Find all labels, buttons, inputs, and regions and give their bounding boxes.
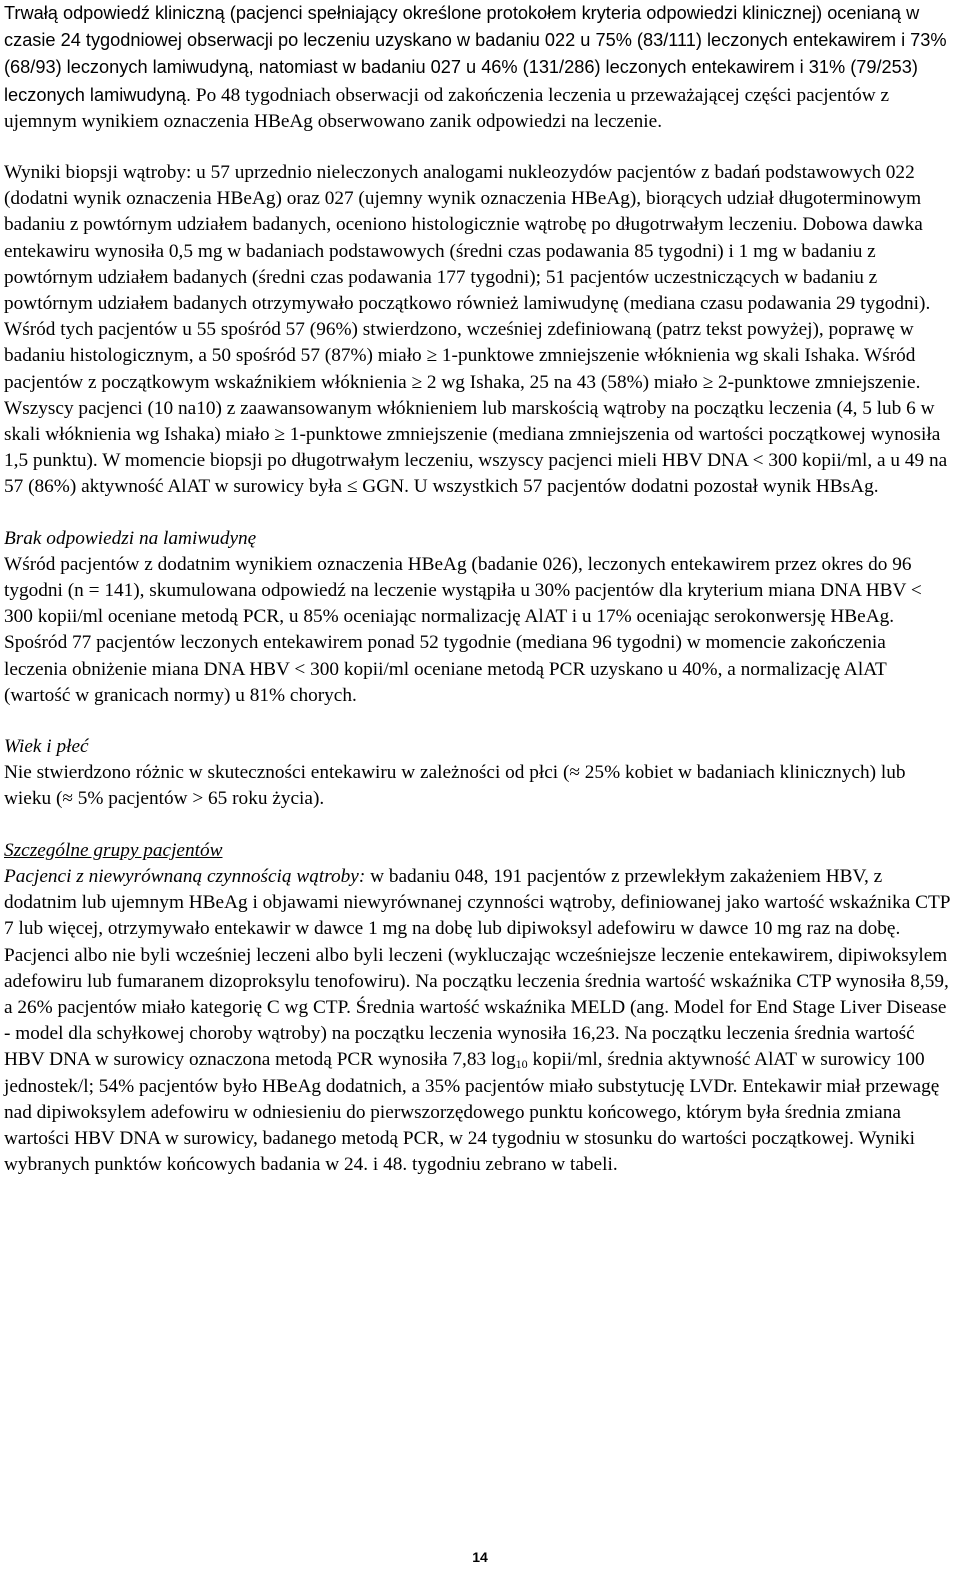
paragraph-clinical-response-serif-text: Po 48 tygodniach obserwacji od zakończenia leczenia u przeważającej części pacjentów z ujemnym wynikiem oznaczenia HBeAg obserwowano zanik odpowiedzi na leczenie. bbox=[4, 84, 890, 132]
spacer bbox=[4, 501, 952, 526]
spacer bbox=[4, 813, 952, 838]
spacer bbox=[4, 709, 952, 734]
paragraph-age-sex: Nie stwierdzono różnic w skuteczności entekawiru w zależności od płci (≈ 25% kobiet w badaniach klinicznych) lub wieku (≈ 5% pacjentów > 65 roku życia). bbox=[4, 762, 906, 810]
spacer bbox=[4, 135, 952, 160]
log-subscript: 10 bbox=[515, 1057, 528, 1072]
decompensated-liver-text-part2: kopii/ml, średnia aktywność AlAT w surowicy 100 jednostek/l; 54% pacjentów było HBeAg dodatnich, a 35% pacjentów miało substytucję LVDr. Entekawir miał przewagę nad dipiwoksylem adefowiru w odniesieniu do pierwszorzędowego punktu końcowego, którym była średnia zmiana wartości HBV DNA w surowicy, badanego metodą PCR, w 24 tygodniu w stosunku do wartości początkowej. Wyniki wybranych punktów końcowych badania w 24. i 48. tygodniu zebrano w tabeli. bbox=[4, 1049, 940, 1176]
paragraph-clinical-response-sans-text: Trwałą odpowiedź kliniczną (pacjenci spełniający określone protokołem kryteria odpowiedzi klinicznej) ocenianą w czasie 24 tygodniowej obserwacji po leczeniu uzyskano w badaniu 022 u 75% (83/111) leczonych entekawirem i 73% (68/93) leczonych lamiwudyną, natomiast w badaniu 027 u 46% (131/286) leczonych entekawirem i 31% (79/253) leczonych lamiwudyną. bbox=[4, 3, 947, 105]
paragraph-decompensated-liver bbox=[4, 864, 952, 1178]
paragraph-clinical-response bbox=[4, 0, 952, 135]
decompensated-liver-text-part1: w badaniu 048, 191 pacjentów z przewlekłym zakażeniem HBV, z dodatnim lub ujemnym HBeAg i objawami niewyrównanej czynności wątroby, definiowanej jako wartość wskaźnika CTP 7 lub więcej, otrzymywało entekawir w dawce 1 mg na dobę lub dipiwoksyl adefowiru w dawce 10 mg raz na dobę. Pacjenci albo nie byli wcześniej leczeni albo byli leczeni (wykluczając wcześniejsze leczenie entekawirem, dipiwoksylem adefowiru lub fumaranem dizoproksylu tenofowiru). Na początku leczenia średnia wartość wskaźnika CTP wynosiła 8,59, a 26% pacjentów miało kategorię C wg CTP. Średnia wartość wskaźnika MELD (ang. Model for End Stage Liver Disease - model dla schyłkowej choroby wątroby) na początku leczenia wynosiła 16,23. Na początku leczenia średnia wartość HBV DNA w surowicy oznaczona metodą PCR wynosiła 7,83 log bbox=[4, 865, 950, 1071]
paragraph-lamivudine-study-026: Wśród pacjentów z dodatnim wynikiem oznaczenia HBeAg (badanie 026), leczonych entekawirem przez okres do 96 tygodni (n = 141), skumulowana odpowiedź na leczenie wystąpiła u 30% pacjentów dla kryterium miana DNA HBV < 300 kopii/ml oceniane metodą PCR, u 85% oceniając normalizację AlAT i u 17% oceniając serokonwersję HBeAg. bbox=[4, 553, 922, 628]
heading-special-populations: Szczególne grupy pacjentów bbox=[4, 839, 223, 861]
heading-age-sex: Wiek i płeć bbox=[4, 736, 89, 758]
decompensated-liver-lead: Pacjenci z niewyrównaną czynnością wątroby: bbox=[4, 865, 366, 887]
heading-lamivudine-nonresponse: Brak odpowiedzi na lamiwudynę bbox=[4, 527, 257, 549]
page-number: 14 bbox=[472, 1549, 488, 1565]
paragraph-lamivudine-77-patients: Spośród 77 pacjentów leczonych entekawirem ponad 52 tygodnie (mediana 96 tygodni) w momencie zakończenia leczenia obniżenie miana DNA HBV < 300 kopii/ml oceniane metodą PCR uzyskano u 40%, a normalizację AlAT (wartość w granicach normy) u 81% chorych. bbox=[4, 632, 887, 706]
paragraph-liver-biopsy: Wyniki biopsji wątroby: u 57 uprzednio nieleczonych analogami nukleozydów pacjentów z badań podstawowych 022 (dodatni wynik oznaczenia HBeAg) oraz 027 (ujemny wynik oznaczenia HBeAg), biorących udział długoterminowym badaniu z powtórnym udziałem badanych, oceniono histologicznie wątrobę po długotrwałym leczeniu. Dobowa dawka entekawiru wynosiła 0,5 mg w badaniach podstawowych (średni czas podawania 85 tygodni) i 1 mg w badaniu z powtórnym udziałem badanych (średni czas podawania 177 tygodni); 51 pacjentów uczestniczących w badaniu z powtórnym udziałem badanych otrzymywało początkowo również lamiwudynę (mediana czasu podawania 29 tygodni). Wśród tych pacjentów u 55 spośród 57 (96%) stwierdzono, wcześniej zdefiniowaną (patrz tekst powyżej), poprawę w badaniu histologicznym, a 50 spośród 57 (87%) miało ≥ 1-punktowe zmniejszenie włóknienia wg skali Ishaka. Wśród pacjentów z początkowym wskaźnikiem włóknienia ≥ 2 wg Ishaka, 25 na 43 (58%) miało ≥ 2-punktowe zmniejszenie. Wszyscy pacjenci (10 na10) z zaawansowanym włóknieniem lub marskością wątroby na początku leczenia (4, 5 lub 6 w skali włóknienia wg Ishaka) miało ≥ 1-punktowe zmniejszenie (mediana zmniejszenia od wartości początkowej wynosiła 1,5 punktu). W momencie biopsji po długotrwałym leczeniu, wszyscy pacjenci mieli HBV DNA < 300 kopii/ml, a u 49 na 57 (86%) aktywność AlAT w surowicy była ≤ GGN. U wszystkich 57 pacjentów dodatni pozostał wynik HBsAg. bbox=[4, 162, 948, 498]
document-page bbox=[4, 0, 952, 1178]
